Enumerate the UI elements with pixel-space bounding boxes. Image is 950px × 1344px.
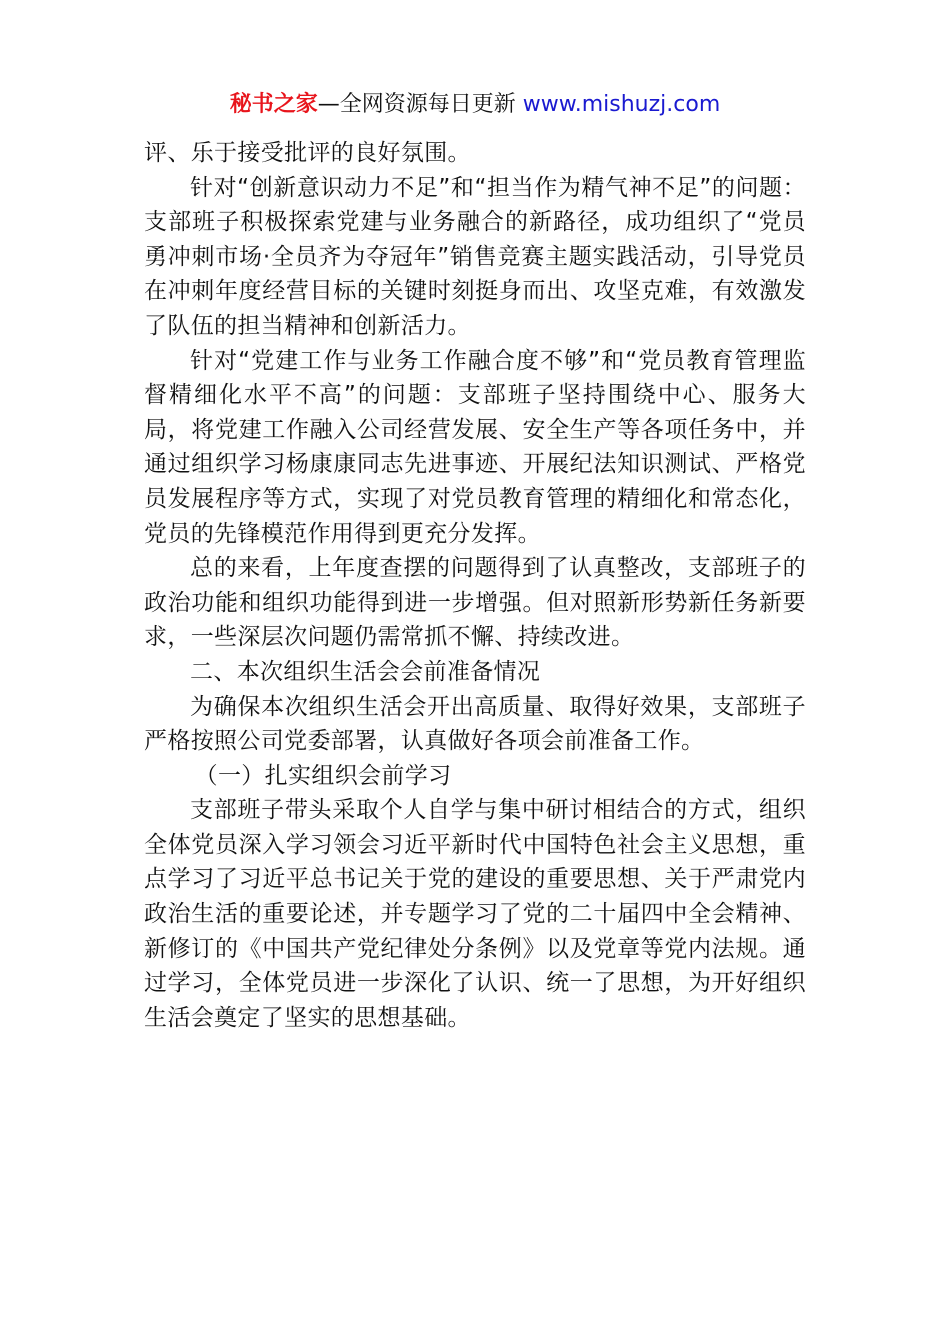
brand-name: 秘书之家 xyxy=(229,92,318,117)
document-body xyxy=(144,136,806,1035)
paragraph-integration-issue: 针对“党建工作与业务工作融合度不够”和“党员教育管理监督精细化水平不高”的问题：支部班子坚持围绕中心、服务大局，将党建工作融入公司经营发展、安全生产等各项任务中，并通过组织学习杨康康同志先进事迹、开展纪法知识测试、严格党员发展程序等方式，实现了对党员教育管理的精细化和常态化，党员的先锋模范作用得到更充分发挥。 xyxy=(144,347,806,547)
header-slogan: —全网资源每日更新 xyxy=(317,92,523,117)
site-header xyxy=(0,88,950,122)
paragraph-summary: 总的来看，上年度查摆的问题得到了认真整改，支部班子的政治功能和组织功能得到进一步增强。但对照新形势新任务新要求，一些深层次问题仍需常抓不懈、持续改进。 xyxy=(144,555,806,651)
subsection-heading: （一）扎实组织会前学习 xyxy=(194,762,452,789)
paragraph-continuation: 评、乐于接受批评的良好氛围。 xyxy=(144,140,471,166)
paragraph-preparation: 为确保本次组织生活会开出高质量、取得好效果，支部班子严格按照公司党委部署，认真做好各项会前准备工作。 xyxy=(144,693,806,755)
paragraph-study: 支部班子带头采取个人自学与集中研讨相结合的方式，组织全体党员深入学习领会习近平新时代中国特色社会主义思想，重点学习了习近平总书记关于党的建设的重要思想、关于严肃党内政治生活的重要论述，并专题学习了党的二十届四中全会精神、新修订的《中国共产党纪律处分条例》以及党章等党内法规。通过学习，全体党员进一步深化了认识、统一了思想，为开好组织生活会奠定了坚实的思想基础。 xyxy=(144,797,806,1031)
site-url-link[interactable]: www.mishuzj.com xyxy=(522,92,721,117)
section-heading: 二、本次组织生活会会前准备情况 xyxy=(190,658,541,685)
paragraph-innovation-issue: 针对“创新意识动力不足”和“担当作为精气神不足”的问题：支部班子积极探索党建与业务融合的新路径，成功组织了“党员勇冲刺市场·全员齐为夺冠年”销售竞赛主题实践活动，引导党员在冲刺年度经营目标的关键时刻挺身而出、攻坚克难，有效激发了队伍的担当精神和创新活力。 xyxy=(144,174,806,339)
